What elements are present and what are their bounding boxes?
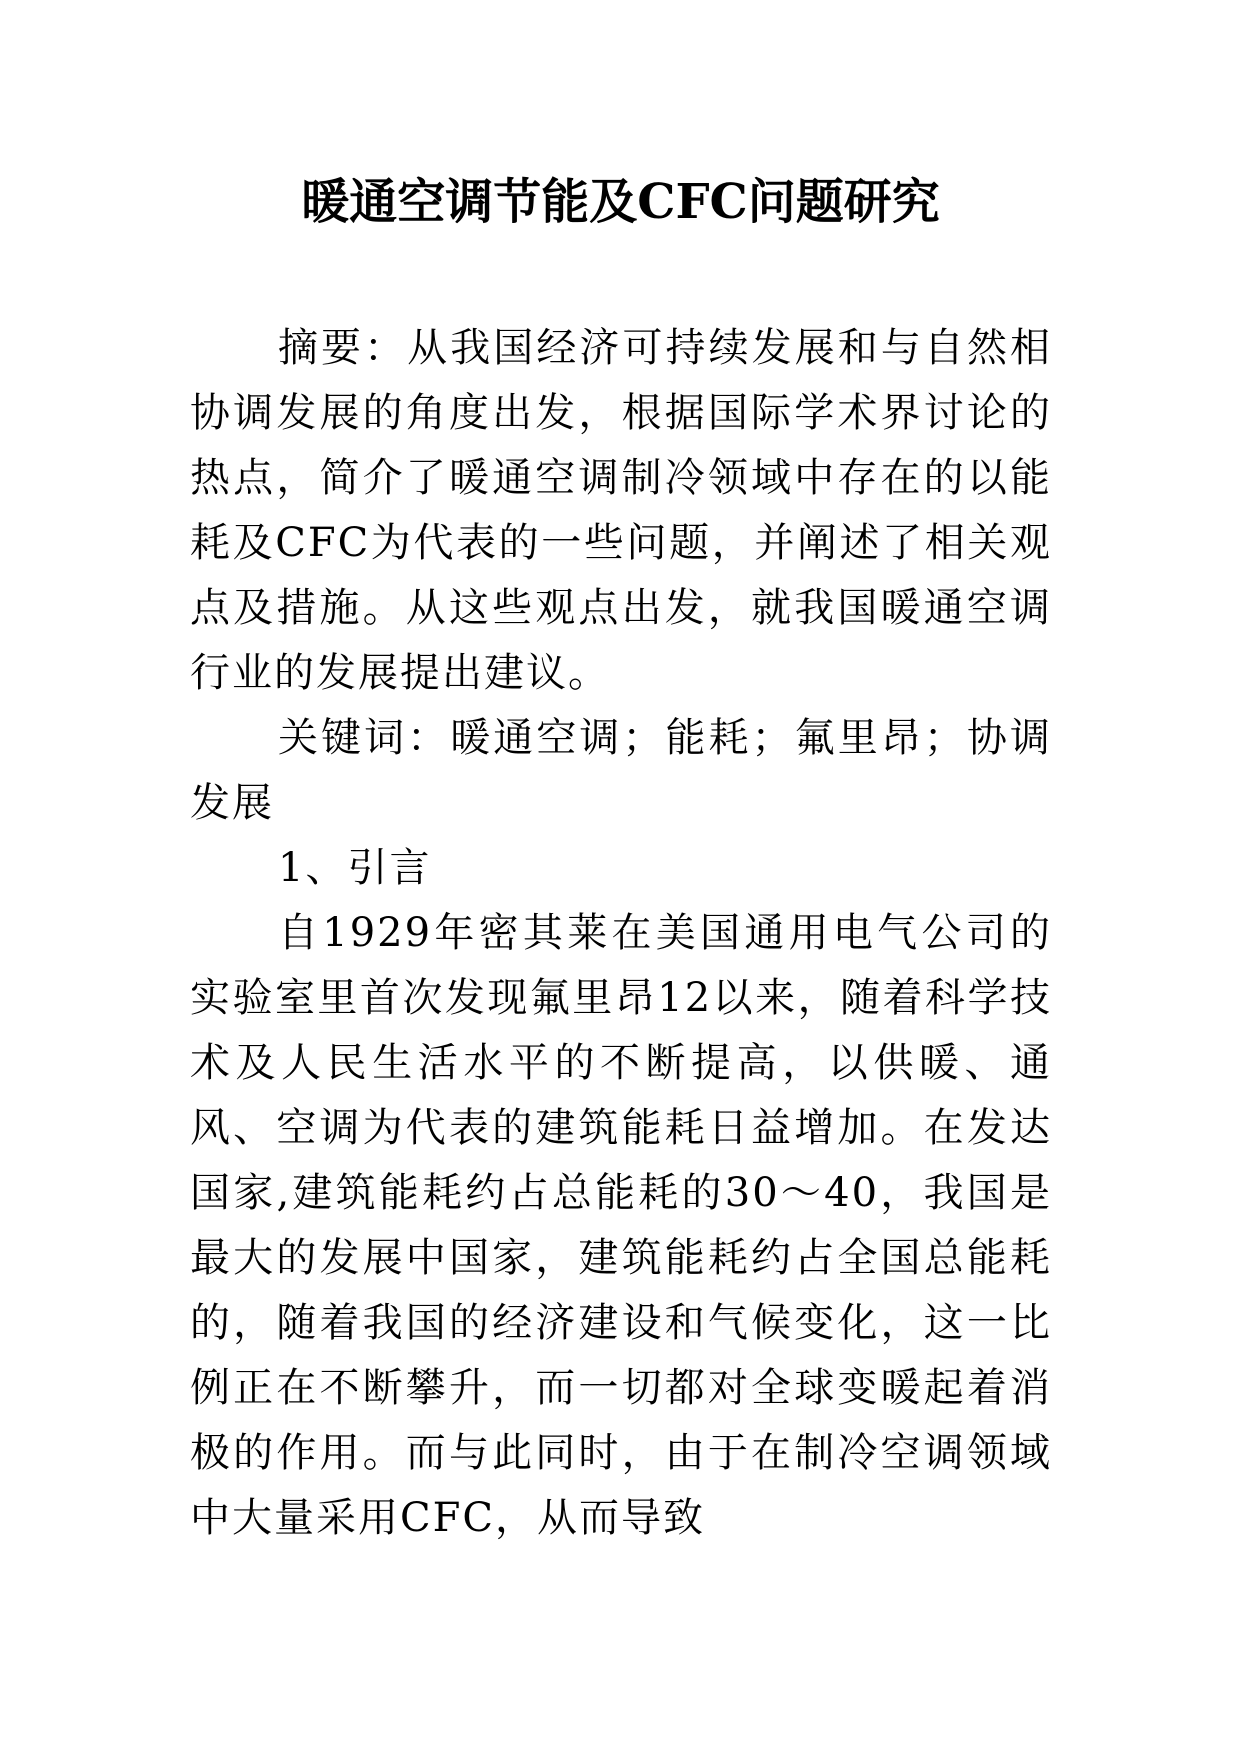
abstract-paragraph: 摘要：从我国经济可持续发展和与自然相协调发展的角度出发，根据国际学术界讨论的热点，简介了暖通空调制冷领域中存在的以能耗及CFC为代表的一些问题，并阐述了相关观点及措施。从这些观点出发，就我国暖通空调行业的发展提出建议。 <box>190 325 1052 696</box>
document-body <box>190 316 1052 1551</box>
document-title: 暖通空调节能及CFC问题研究 <box>301 174 940 230</box>
keywords-paragraph: 关键词：暖通空调；能耗；氟里昂；协调发展 <box>190 715 1052 826</box>
introduction-paragraph: 自1929年密其莱在美国通用电气公司的实验室里首次发现氟里昂12以来，随着科学技术及人民生活水平的不断提高，以供暖、通风、空调为代表的建筑能耗日益增加。在发达国家,建筑能耗约占总能耗的30～40，我国是最大的发展中国家，建筑能耗约占全国总能耗的，随着我国的经济建设和气候变化，这一比例正在不断攀升，而一切都对全球变暖起着消极的作用。而与此同时，由于在制冷空调领域中大量采用CFC，从而导致 <box>190 910 1052 1541</box>
section-heading-introduction: 1、引言 <box>278 845 432 891</box>
